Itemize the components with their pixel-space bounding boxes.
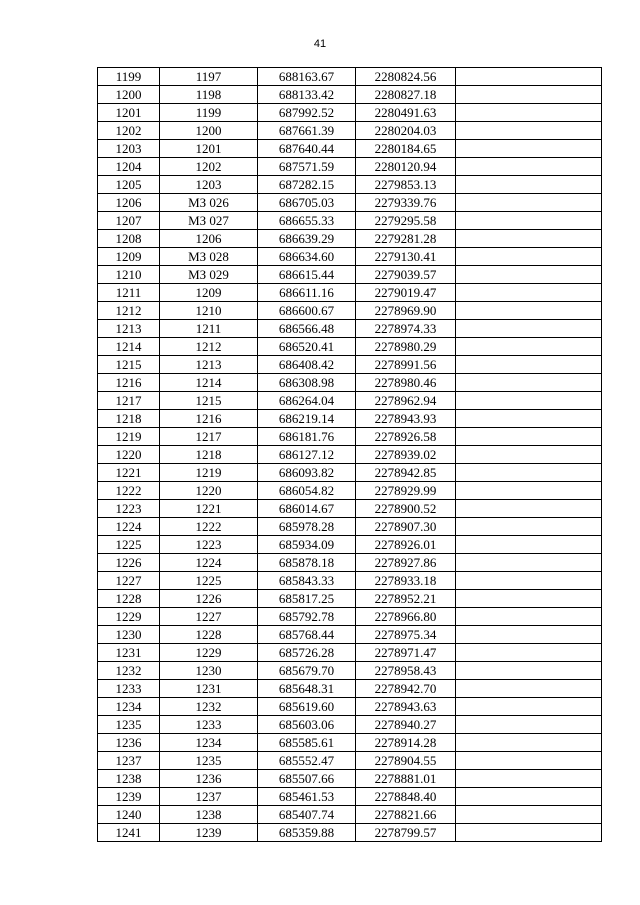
note-cell	[456, 770, 602, 788]
x-coordinate-cell: 686634.60	[258, 248, 356, 266]
x-coordinate-cell: 685507.66	[258, 770, 356, 788]
y-coordinate-cell: 2278991.56	[356, 356, 456, 374]
table-row	[98, 644, 602, 662]
ref-point-cell: 1234	[160, 734, 258, 752]
x-coordinate-cell: 686520.41	[258, 338, 356, 356]
table-row	[98, 716, 602, 734]
x-coordinate-cell: 685817.25	[258, 590, 356, 608]
y-coordinate-cell: 2278939.02	[356, 446, 456, 464]
note-cell	[456, 500, 602, 518]
x-coordinate-cell: 685619.60	[258, 698, 356, 716]
ref-point-cell: 1224	[160, 554, 258, 572]
y-coordinate-cell: 2278940.27	[356, 716, 456, 734]
point-number-cell: 1211	[98, 284, 160, 302]
ref-point-cell: 1206	[160, 230, 258, 248]
note-cell	[456, 554, 602, 572]
note-cell	[456, 464, 602, 482]
point-number-cell: 1200	[98, 86, 160, 104]
note-cell	[456, 680, 602, 698]
ref-point-cell: 1223	[160, 536, 258, 554]
y-coordinate-cell: 2279339.76	[356, 194, 456, 212]
note-cell	[456, 644, 602, 662]
y-coordinate-cell: 2278952.21	[356, 590, 456, 608]
table-row	[98, 572, 602, 590]
note-cell	[456, 284, 602, 302]
ref-point-cell: 1201	[160, 140, 258, 158]
y-coordinate-cell: 2278975.34	[356, 626, 456, 644]
point-number-cell: 1206	[98, 194, 160, 212]
x-coordinate-cell: 686014.67	[258, 500, 356, 518]
y-coordinate-cell: 2278926.58	[356, 428, 456, 446]
point-number-cell: 1212	[98, 302, 160, 320]
note-cell	[456, 410, 602, 428]
table-row	[98, 158, 602, 176]
point-number-cell: 1202	[98, 122, 160, 140]
point-number-cell: 1205	[98, 176, 160, 194]
note-cell	[456, 806, 602, 824]
y-coordinate-cell: 2278881.01	[356, 770, 456, 788]
y-coordinate-cell: 2278848.40	[356, 788, 456, 806]
point-number-cell: 1232	[98, 662, 160, 680]
note-cell	[456, 788, 602, 806]
ref-point-cell: МЗ 028	[160, 248, 258, 266]
point-number-cell: 1222	[98, 482, 160, 500]
x-coordinate-cell: 685603.06	[258, 716, 356, 734]
table-row	[98, 176, 602, 194]
ref-point-cell: 1210	[160, 302, 258, 320]
table-row	[98, 698, 602, 716]
y-coordinate-cell: 2278943.63	[356, 698, 456, 716]
ref-point-cell: МЗ 026	[160, 194, 258, 212]
point-number-cell: 1226	[98, 554, 160, 572]
y-coordinate-cell: 2279130.41	[356, 248, 456, 266]
note-cell	[456, 320, 602, 338]
y-coordinate-cell: 2278914.28	[356, 734, 456, 752]
note-cell	[456, 626, 602, 644]
table-row	[98, 734, 602, 752]
table-row	[98, 500, 602, 518]
y-coordinate-cell: 2278969.90	[356, 302, 456, 320]
table-row	[98, 590, 602, 608]
x-coordinate-cell: 685407.74	[258, 806, 356, 824]
y-coordinate-cell: 2278966.80	[356, 608, 456, 626]
note-cell	[456, 734, 602, 752]
x-coordinate-cell: 685359.88	[258, 824, 356, 842]
table-row	[98, 320, 602, 338]
table-row	[98, 68, 602, 86]
ref-point-cell: 1211	[160, 320, 258, 338]
ref-point-cell: 1212	[160, 338, 258, 356]
table-row	[98, 140, 602, 158]
y-coordinate-cell: 2278926.01	[356, 536, 456, 554]
x-coordinate-cell: 685726.28	[258, 644, 356, 662]
note-cell	[456, 824, 602, 842]
table-row	[98, 680, 602, 698]
x-coordinate-cell: 686705.03	[258, 194, 356, 212]
note-cell	[456, 662, 602, 680]
table-row	[98, 122, 602, 140]
table-row	[98, 752, 602, 770]
table-row	[98, 446, 602, 464]
table-row	[98, 806, 602, 824]
ref-point-cell: 1215	[160, 392, 258, 410]
ref-point-cell: 1227	[160, 608, 258, 626]
note-cell	[456, 572, 602, 590]
ref-point-cell: 1217	[160, 428, 258, 446]
y-coordinate-cell: 2278943.93	[356, 410, 456, 428]
table-row	[98, 230, 602, 248]
note-cell	[456, 698, 602, 716]
table-row	[98, 824, 602, 842]
table-row	[98, 608, 602, 626]
point-number-cell: 1229	[98, 608, 160, 626]
note-cell	[456, 536, 602, 554]
table-row	[98, 266, 602, 284]
note-cell	[456, 338, 602, 356]
point-number-cell: 1237	[98, 752, 160, 770]
coordinates-table-body	[98, 68, 602, 842]
table-row	[98, 788, 602, 806]
x-coordinate-cell: 686611.16	[258, 284, 356, 302]
ref-point-cell: 1200	[160, 122, 258, 140]
ref-point-cell: 1235	[160, 752, 258, 770]
point-number-cell: 1225	[98, 536, 160, 554]
y-coordinate-cell: 2278907.30	[356, 518, 456, 536]
ref-point-cell: 1225	[160, 572, 258, 590]
coordinates-table	[97, 67, 602, 842]
ref-point-cell: 1232	[160, 698, 258, 716]
x-coordinate-cell: 685978.28	[258, 518, 356, 536]
ref-point-cell: МЗ 027	[160, 212, 258, 230]
table-row	[98, 770, 602, 788]
x-coordinate-cell: 686054.82	[258, 482, 356, 500]
ref-point-cell: 1230	[160, 662, 258, 680]
table-row	[98, 554, 602, 572]
note-cell	[456, 266, 602, 284]
y-coordinate-cell: 2278900.52	[356, 500, 456, 518]
point-number-cell: 1219	[98, 428, 160, 446]
y-coordinate-cell: 2279295.58	[356, 212, 456, 230]
ref-point-cell: 1226	[160, 590, 258, 608]
table-row	[98, 302, 602, 320]
x-coordinate-cell: 686219.14	[258, 410, 356, 428]
point-number-cell: 1201	[98, 104, 160, 122]
note-cell	[456, 608, 602, 626]
point-number-cell: 1209	[98, 248, 160, 266]
point-number-cell: 1221	[98, 464, 160, 482]
note-cell	[456, 446, 602, 464]
x-coordinate-cell: 685679.70	[258, 662, 356, 680]
note-cell	[456, 68, 602, 86]
x-coordinate-cell: 686181.76	[258, 428, 356, 446]
note-cell	[456, 86, 602, 104]
table-row	[98, 248, 602, 266]
point-number-cell: 1210	[98, 266, 160, 284]
ref-point-cell: 1231	[160, 680, 258, 698]
table-row	[98, 338, 602, 356]
point-number-cell: 1228	[98, 590, 160, 608]
y-coordinate-cell: 2278933.18	[356, 572, 456, 590]
x-coordinate-cell: 685461.53	[258, 788, 356, 806]
table-row	[98, 626, 602, 644]
ref-point-cell: 1198	[160, 86, 258, 104]
point-number-cell: 1234	[98, 698, 160, 716]
note-cell	[456, 122, 602, 140]
note-cell	[456, 194, 602, 212]
ref-point-cell: 1228	[160, 626, 258, 644]
table-row	[98, 374, 602, 392]
y-coordinate-cell: 2278821.66	[356, 806, 456, 824]
point-number-cell: 1208	[98, 230, 160, 248]
y-coordinate-cell: 2280120.94	[356, 158, 456, 176]
note-cell	[456, 302, 602, 320]
y-coordinate-cell: 2278971.47	[356, 644, 456, 662]
x-coordinate-cell: 685552.47	[258, 752, 356, 770]
x-coordinate-cell: 688163.67	[258, 68, 356, 86]
page-number: 41	[313, 38, 327, 50]
table-row	[98, 428, 602, 446]
x-coordinate-cell: 685792.78	[258, 608, 356, 626]
x-coordinate-cell: 687661.39	[258, 122, 356, 140]
note-cell	[456, 230, 602, 248]
ref-point-cell: 1221	[160, 500, 258, 518]
note-cell	[456, 104, 602, 122]
note-cell	[456, 590, 602, 608]
point-number-cell: 1235	[98, 716, 160, 734]
point-number-cell: 1230	[98, 626, 160, 644]
x-coordinate-cell: 686093.82	[258, 464, 356, 482]
point-number-cell: 1207	[98, 212, 160, 230]
y-coordinate-cell: 2280491.63	[356, 104, 456, 122]
x-coordinate-cell: 687992.52	[258, 104, 356, 122]
point-number-cell: 1199	[98, 68, 160, 86]
x-coordinate-cell: 686639.29	[258, 230, 356, 248]
y-coordinate-cell: 2280204.03	[356, 122, 456, 140]
ref-point-cell: 1222	[160, 518, 258, 536]
y-coordinate-cell: 2278799.57	[356, 824, 456, 842]
point-number-cell: 1227	[98, 572, 160, 590]
point-number-cell: 1215	[98, 356, 160, 374]
note-cell	[456, 356, 602, 374]
point-number-cell: 1218	[98, 410, 160, 428]
x-coordinate-cell: 685768.44	[258, 626, 356, 644]
y-coordinate-cell: 2278927.86	[356, 554, 456, 572]
note-cell	[456, 374, 602, 392]
x-coordinate-cell: 685648.31	[258, 680, 356, 698]
point-number-cell: 1231	[98, 644, 160, 662]
x-coordinate-cell: 686566.48	[258, 320, 356, 338]
note-cell	[456, 158, 602, 176]
point-number-cell: 1240	[98, 806, 160, 824]
table-row	[98, 662, 602, 680]
y-coordinate-cell: 2278980.29	[356, 338, 456, 356]
ref-point-cell: 1219	[160, 464, 258, 482]
y-coordinate-cell: 2280184.65	[356, 140, 456, 158]
y-coordinate-cell: 2279039.57	[356, 266, 456, 284]
y-coordinate-cell: 2278942.70	[356, 680, 456, 698]
y-coordinate-cell: 2278962.94	[356, 392, 456, 410]
ref-point-cell: 1209	[160, 284, 258, 302]
table-row	[98, 410, 602, 428]
table-row	[98, 104, 602, 122]
ref-point-cell: 1202	[160, 158, 258, 176]
table-row	[98, 518, 602, 536]
ref-point-cell: 1197	[160, 68, 258, 86]
point-number-cell: 1223	[98, 500, 160, 518]
ref-point-cell: 1220	[160, 482, 258, 500]
table-row	[98, 536, 602, 554]
ref-point-cell: 1233	[160, 716, 258, 734]
table-row	[98, 284, 602, 302]
note-cell	[456, 716, 602, 734]
y-coordinate-cell: 2279281.28	[356, 230, 456, 248]
x-coordinate-cell: 687640.44	[258, 140, 356, 158]
point-number-cell: 1220	[98, 446, 160, 464]
table-row	[98, 392, 602, 410]
table-row	[98, 194, 602, 212]
y-coordinate-cell: 2279019.47	[356, 284, 456, 302]
point-number-cell: 1239	[98, 788, 160, 806]
y-coordinate-cell: 2278980.46	[356, 374, 456, 392]
ref-point-cell: 1213	[160, 356, 258, 374]
x-coordinate-cell: 686308.98	[258, 374, 356, 392]
note-cell	[456, 140, 602, 158]
note-cell	[456, 428, 602, 446]
x-coordinate-cell: 686655.33	[258, 212, 356, 230]
y-coordinate-cell: 2278974.33	[356, 320, 456, 338]
point-number-cell: 1241	[98, 824, 160, 842]
x-coordinate-cell: 687571.59	[258, 158, 356, 176]
y-coordinate-cell: 2278958.43	[356, 662, 456, 680]
point-number-cell: 1217	[98, 392, 160, 410]
y-coordinate-cell: 2279853.13	[356, 176, 456, 194]
ref-point-cell: 1214	[160, 374, 258, 392]
point-number-cell: 1214	[98, 338, 160, 356]
point-number-cell: 1204	[98, 158, 160, 176]
point-number-cell: 1236	[98, 734, 160, 752]
x-coordinate-cell: 686408.42	[258, 356, 356, 374]
x-coordinate-cell: 685878.18	[258, 554, 356, 572]
y-coordinate-cell: 2278942.85	[356, 464, 456, 482]
ref-point-cell: МЗ 029	[160, 266, 258, 284]
point-number-cell: 1233	[98, 680, 160, 698]
x-coordinate-cell: 687282.15	[258, 176, 356, 194]
x-coordinate-cell: 686127.12	[258, 446, 356, 464]
ref-point-cell: 1229	[160, 644, 258, 662]
point-number-cell: 1213	[98, 320, 160, 338]
ref-point-cell: 1216	[160, 410, 258, 428]
ref-point-cell: 1239	[160, 824, 258, 842]
note-cell	[456, 248, 602, 266]
table-row	[98, 356, 602, 374]
x-coordinate-cell: 686600.67	[258, 302, 356, 320]
note-cell	[456, 212, 602, 230]
ref-point-cell: 1236	[160, 770, 258, 788]
point-number-cell: 1238	[98, 770, 160, 788]
point-number-cell: 1216	[98, 374, 160, 392]
ref-point-cell: 1237	[160, 788, 258, 806]
x-coordinate-cell: 685585.61	[258, 734, 356, 752]
ref-point-cell: 1238	[160, 806, 258, 824]
note-cell	[456, 518, 602, 536]
note-cell	[456, 176, 602, 194]
x-coordinate-cell: 685843.33	[258, 572, 356, 590]
y-coordinate-cell: 2278929.99	[356, 482, 456, 500]
x-coordinate-cell: 686615.44	[258, 266, 356, 284]
note-cell	[456, 752, 602, 770]
note-cell	[456, 392, 602, 410]
table-row	[98, 86, 602, 104]
table-row	[98, 482, 602, 500]
note-cell	[456, 482, 602, 500]
table-row	[98, 212, 602, 230]
y-coordinate-cell: 2280824.56	[356, 68, 456, 86]
point-number-cell: 1203	[98, 140, 160, 158]
ref-point-cell: 1203	[160, 176, 258, 194]
x-coordinate-cell: 685934.09	[258, 536, 356, 554]
y-coordinate-cell: 2280827.18	[356, 86, 456, 104]
x-coordinate-cell: 688133.42	[258, 86, 356, 104]
table-row	[98, 464, 602, 482]
ref-point-cell: 1199	[160, 104, 258, 122]
x-coordinate-cell: 686264.04	[258, 392, 356, 410]
ref-point-cell: 1218	[160, 446, 258, 464]
point-number-cell: 1224	[98, 518, 160, 536]
y-coordinate-cell: 2278904.55	[356, 752, 456, 770]
